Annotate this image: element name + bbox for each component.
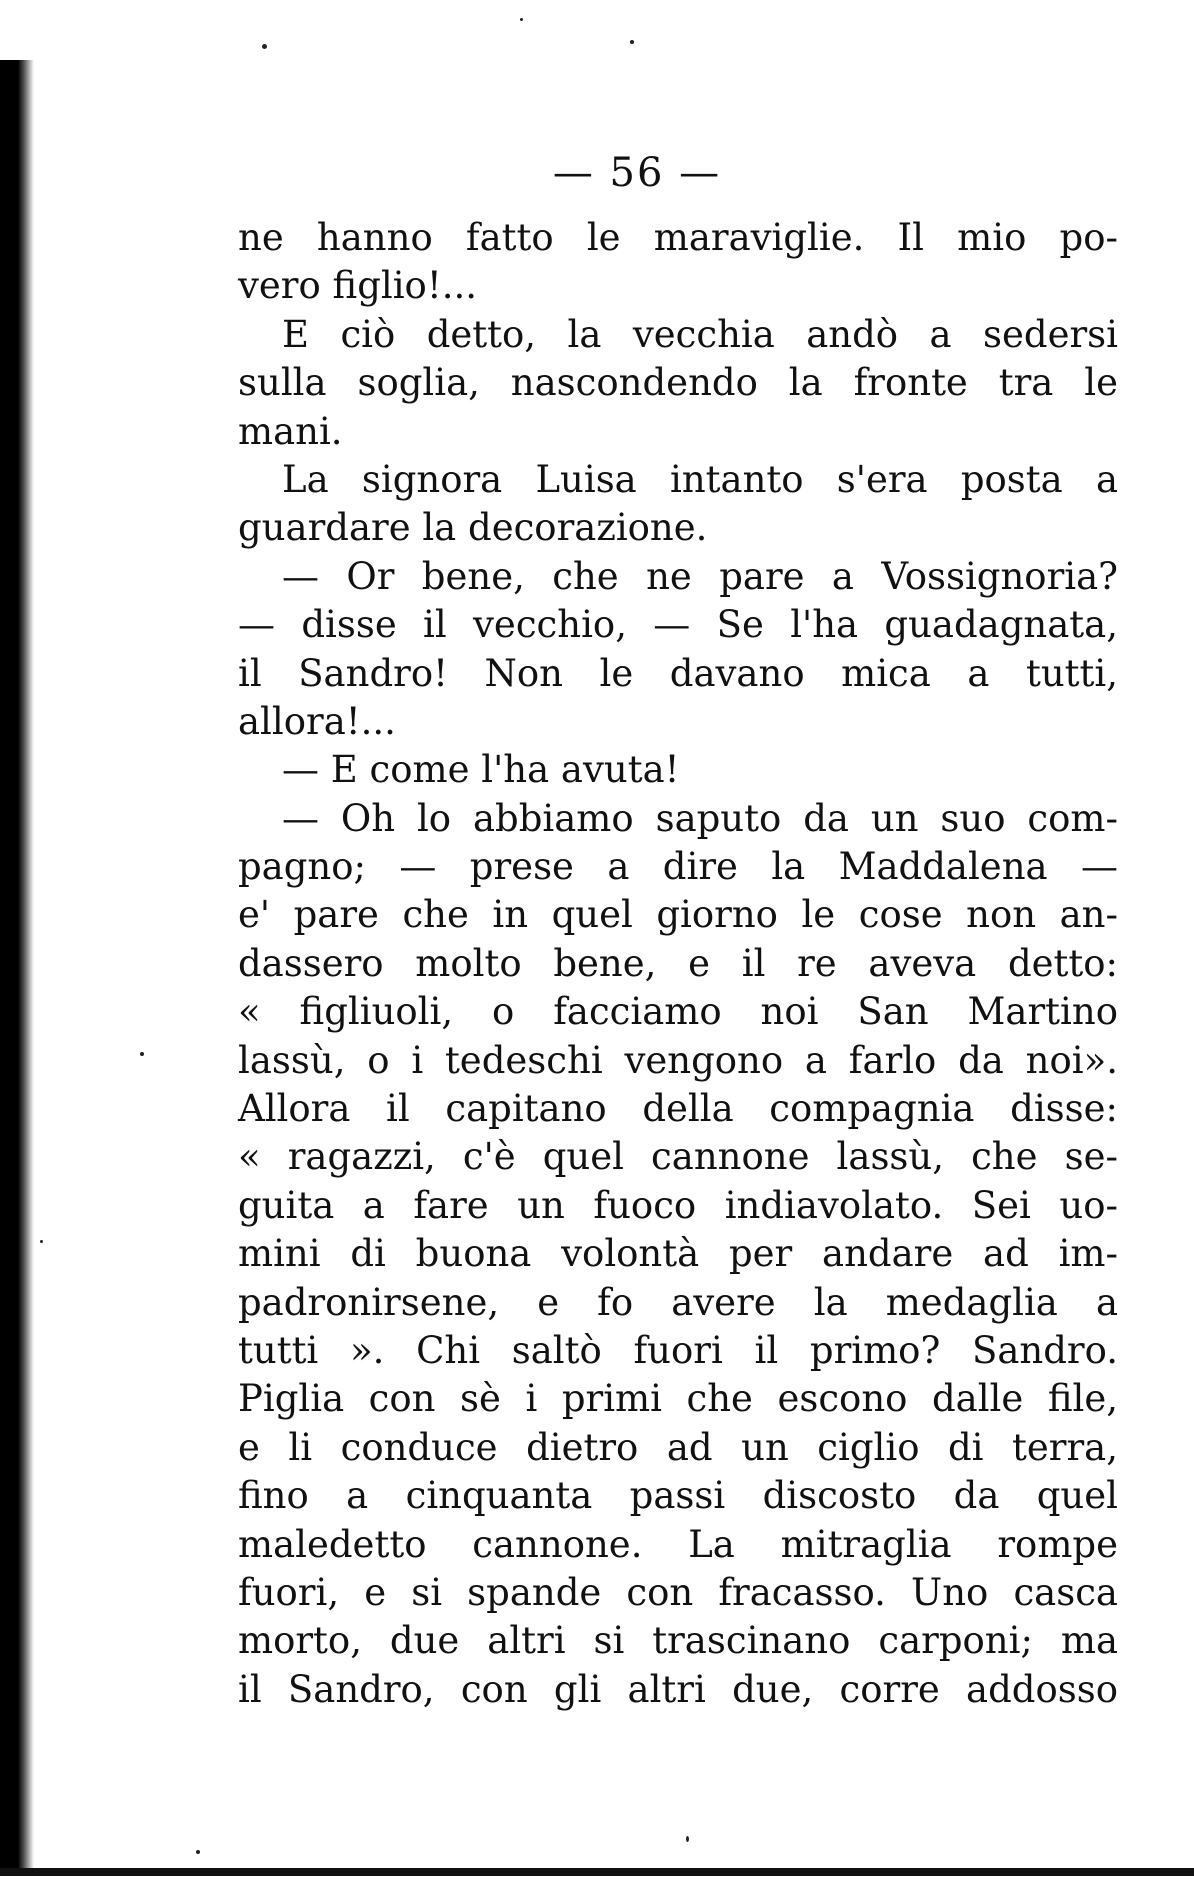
text-line: Allora il capitano della compagnia disse:: [238, 1087, 1118, 1131]
scan-speck: [686, 1836, 689, 1842]
scan-speck: [520, 18, 523, 21]
scan-speck: [262, 44, 267, 49]
text-line: — Oh lo abbiamo saputo da un suo com-: [282, 796, 1118, 840]
text-line: fuori, e si spande con fracasso. Uno casca: [238, 1570, 1118, 1614]
text-line: La signora Luisa intanto s'era posta a: [282, 457, 1118, 501]
text-line: E ciò detto, la vecchia andò a sedersi: [282, 312, 1118, 356]
text-line: allora!...: [238, 699, 396, 743]
text-line: « figliuoli, o facciamo noi San Martino: [238, 990, 1118, 1034]
scan-speck: [40, 1240, 43, 1243]
text-line: mini di buona volontà per andare ad im-: [238, 1232, 1118, 1276]
text-line: lassù, o i tedeschi vengono a farlo da noi».: [238, 1038, 1118, 1082]
text-line: guita a fare un fuoco indiavolato. Sei uo-: [238, 1183, 1118, 1227]
text-line: il Sandro! Non le davano mica a tutti,: [238, 651, 1118, 695]
text-line: e li conduce dietro ad un ciglio di terra,: [238, 1425, 1118, 1469]
text-line: Piglia con sè i primi che escono dalle file,: [238, 1377, 1118, 1421]
scan-speck: [630, 40, 634, 44]
text-line: morto, due altri si trascinano carponi; ma: [238, 1619, 1118, 1663]
scan-speck: [196, 1850, 200, 1854]
text-line: maledetto cannone. La mitraglia rompe: [238, 1522, 1118, 1566]
text-line: guardare la decorazione.: [238, 506, 708, 550]
binding-shadow: [0, 60, 34, 1870]
text-line: « ragazzi, c'è quel cannone lassù, che se-: [238, 1135, 1118, 1179]
text-line: mani.: [238, 409, 343, 453]
text-line: il Sandro, con gli altri due, corre addosso: [238, 1667, 1118, 1711]
text-line: tutti ». Chi saltò fuori il primo? Sandro.: [238, 1328, 1118, 1372]
text-line: dassero molto bene, e il re aveva detto:: [238, 941, 1118, 985]
text-line: — E come l'ha avuta!: [282, 748, 680, 792]
page-number: — 56 —: [552, 150, 722, 196]
text-line: — disse il vecchio, — Se l'ha guadagnata,: [238, 603, 1118, 647]
text-line: fino a cinquanta passi discosto da quel: [238, 1474, 1118, 1518]
body-text: [238, 214, 1118, 1714]
bottom-edge-shadow: [0, 1868, 1194, 1876]
text-line: pagno; — prese a dire la Maddalena —: [238, 845, 1118, 889]
text-line: e' pare che in quel giorno le cose non an-: [238, 893, 1118, 937]
scan-speck: [140, 1052, 144, 1056]
text-line: — Or bene, che ne pare a Vossignoria?: [282, 554, 1118, 598]
text-line: padronirsene, e fo avere la medaglia a: [238, 1280, 1118, 1324]
text-line: vero figlio!...: [238, 264, 477, 308]
text-line: ne hanno fatto le maraviglie. Il mio po-: [238, 216, 1118, 259]
text-line: sulla soglia, nascondendo la fronte tra le: [238, 361, 1118, 405]
